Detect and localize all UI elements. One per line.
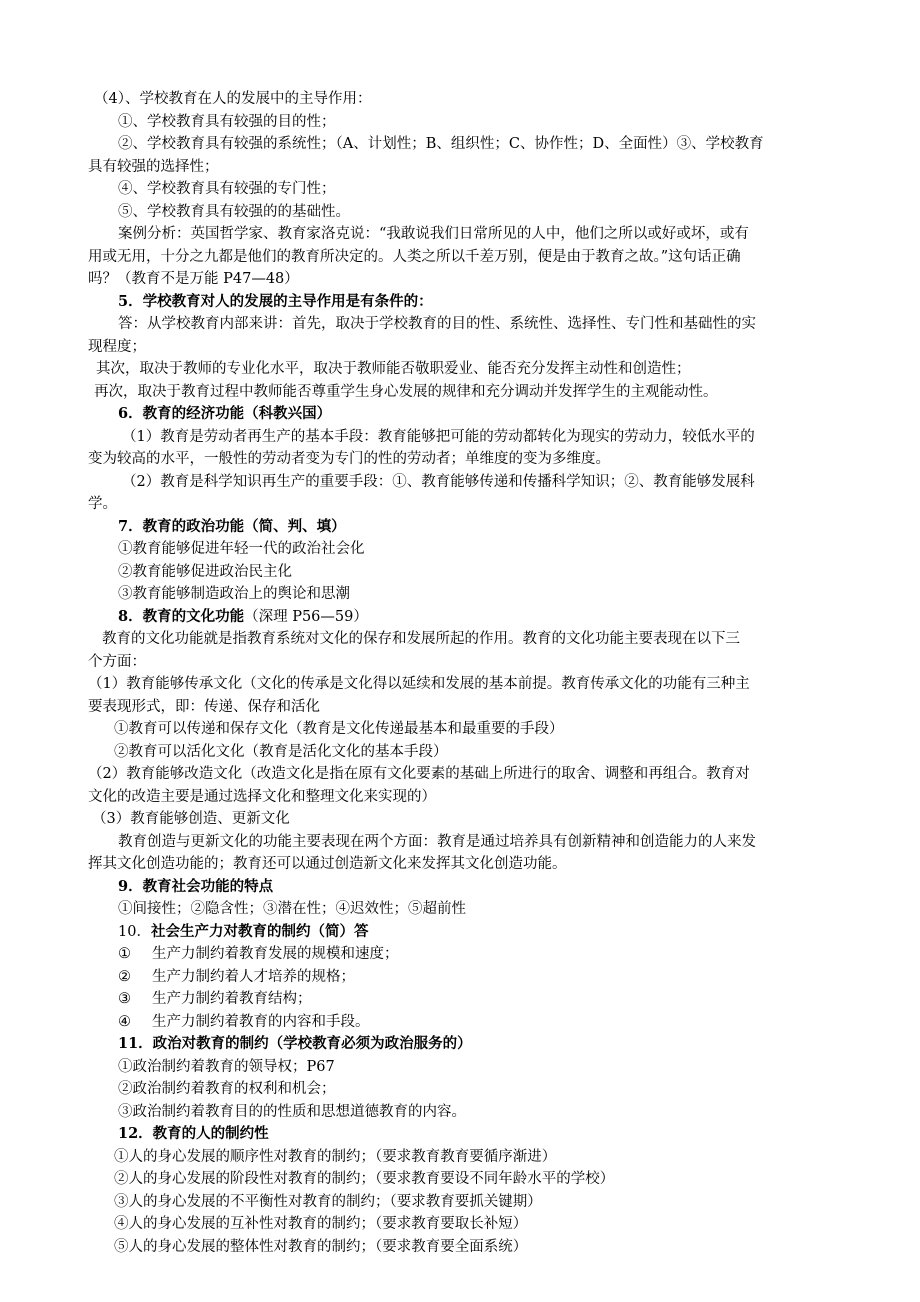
list-item: ⑤人的身心发展的整体性对教育的制约；（要求教育要全面系统） <box>114 1238 528 1255</box>
heading-10-number: 10． <box>118 923 151 940</box>
list-item <box>88 966 834 989</box>
heading-10 <box>88 921 834 944</box>
list-item: ④、学校教育具有较强的专门性； <box>118 181 336 197</box>
list-item: ①教育能够促进年轻一代的政治社会化 <box>118 541 365 557</box>
list-item: ③教育能够制造政治上的舆论和思潮 <box>118 586 350 602</box>
text-line: （3）教育能够创造、更新文化 <box>92 811 290 827</box>
text-line: （1）教育是劳动者再生产的基本手段：教育能够把可能的劳动都转化为现实的劳动力，较低水平的 <box>122 428 755 445</box>
list-text: 生产力制约着教育结构； <box>152 991 312 1007</box>
list-text: 生产力制约着人才培养的规格； <box>152 968 355 985</box>
text-line: 再次，取决于教育过程中教师能否尊重学生身心发展的规律和充分调动并发挥学生的主观能动性。 <box>94 383 718 400</box>
list-item: ②、学校教育具有较强的系统性；（A、计划性；B、组织性；C、协作性；D、全面性）③、学校教育 <box>118 136 764 152</box>
list-item: ②人的身心发展的阶段性对教育的制约；（要求教育要设不同年龄水平的学校） <box>114 1171 615 1187</box>
text-line: 其次，取决于教师的专业化水平，取决于教师能否敬职爱业、能否充分发挥主动性和创造性； <box>96 361 691 377</box>
list-item: ①、学校教育具有较强的目的性； <box>118 113 336 130</box>
heading-6-text: 6．教育的经济功能（科教兴国） <box>118 405 332 422</box>
text-line: 变为较高的水平，一般性的劳动者变为专门的性的劳动者；单维度的变为多维度。 <box>88 451 610 467</box>
list-item <box>88 943 834 966</box>
heading-12: 12．教育的人的制约性 <box>118 1125 269 1142</box>
text-line: 吗？（教育不是万能 P47—48） <box>88 271 299 287</box>
text-line: 用或无用，十分之九都是他们的教育所决定的。人类之所以千差万别，便是由于教育之故。”这句话正确 <box>88 248 741 265</box>
text-line: 教育创造与更新文化的功能主要表现在两个方面：教育是通过培养具有创新精神和创造能力的人来发 <box>118 833 756 850</box>
document-page <box>88 88 834 1258</box>
text-line: 现程度； <box>88 338 146 355</box>
list-item: ②教育能够促进政治民主化 <box>118 563 292 580</box>
text-line: （1）教育能够传承文化（文化的传承是文化得以延续和发展的基本前提。教育传承文化的功能有三种主 <box>88 676 750 692</box>
list-number: ④ <box>118 1013 131 1030</box>
text-line: 教育的文化功能就是指教育系统对文化的保存和发展所起的作用。教育的文化功能主要表现在以下三 <box>102 631 740 647</box>
heading-8-title: 8．教育的文化功能 <box>118 607 245 625</box>
heading-11: 11．政治对教育的制约（学校教育必须为政治服务的） <box>118 1035 472 1052</box>
list-text: 生产力制约着教育的内容和手段。 <box>152 1013 370 1030</box>
text-line: 学。 <box>88 496 117 512</box>
list-item <box>88 988 834 1011</box>
list-item: ①人的身心发展的顺序性对教育的制约；（要求教育教育要循序渐进） <box>114 1148 557 1165</box>
list-item: ①间接性；②隐含性；③潜在性；④迟效性；⑤超前性 <box>118 901 466 917</box>
heading-7: 7．教育的政治功能（简、判、填） <box>118 517 346 535</box>
heading-8-note: （深理 P56—59） <box>244 608 368 625</box>
heading-8 <box>88 606 834 629</box>
list-item: ④人的身心发展的互补性对教育的制约；（要求教育要取长补短） <box>114 1216 528 1232</box>
text-line: 具有较强的选择性； <box>88 158 219 175</box>
list-item <box>88 1011 834 1034</box>
list-number: ③ <box>118 991 131 1007</box>
list-text: 生产力制约着教育发展的规模和速度； <box>152 946 399 962</box>
text-line: 文化的改造主要是通过选择文化和整理文化来实现的） <box>88 788 436 805</box>
text-line: （2）教育能够改造文化（改造文化是指在原有文化要素的基础上所进行的取舍、调整和再组合。教育对 <box>88 766 750 782</box>
list-item: ②政治制约着教育的权利和机会； <box>118 1081 336 1097</box>
list-item: ③人的身心发展的不平衡性对教育的制约；（要求教育要抓关键期） <box>114 1193 542 1210</box>
list-item: ⑤、学校教育具有较强的的基础性。 <box>118 203 350 220</box>
heading-9: 9．教育社会功能的特点 <box>118 877 274 895</box>
section-heading-school-education-role: （4）、学校教育在人的发展中的主导作用： <box>94 91 372 107</box>
list-item: ②教育可以活化文化（教育是活化文化的基本手段） <box>114 743 448 760</box>
list-number: ② <box>118 968 131 985</box>
text-line: 挥其文化创造功能的；教育还可以通过创造新文化来发挥其文化创造功能。 <box>88 856 567 872</box>
text-line: 要表现形式，即：传递、保存和活化 <box>88 698 320 715</box>
text-line: 个方面： <box>88 653 146 670</box>
case-analysis-paragraph: 案例分析：英国哲学家、教育家洛克说：“我敢说我们日常所见的人中，他们之所以或好或坏，或有 <box>118 226 749 242</box>
heading-6 <box>88 403 834 426</box>
list-item: ①教育可以传递和保存文化（教育是文化传递最基本和最重要的手段） <box>114 721 564 737</box>
list-item: ③政治制约着教育目的的性质和思想道德教育的内容。 <box>118 1103 466 1120</box>
heading-10-title: 社会生产力对教育的制约（简）答 <box>150 922 369 940</box>
heading-5: 5．学校教育对人的发展的主导作用是有条件的： <box>118 292 433 310</box>
list-item: ①政治制约着教育的领导权；P67 <box>118 1058 335 1075</box>
list-number: ① <box>118 946 131 962</box>
answer-paragraph: 答：从学校教育内部来讲：首先，取决于学校教育的目的性、系统性、选择性、专门性和基础性的实 <box>118 316 756 332</box>
text-line: （2）教育是科学知识再生产的重要手段：①、教育能够传递和传播科学知识；②、教育能够发展科 <box>122 473 755 490</box>
